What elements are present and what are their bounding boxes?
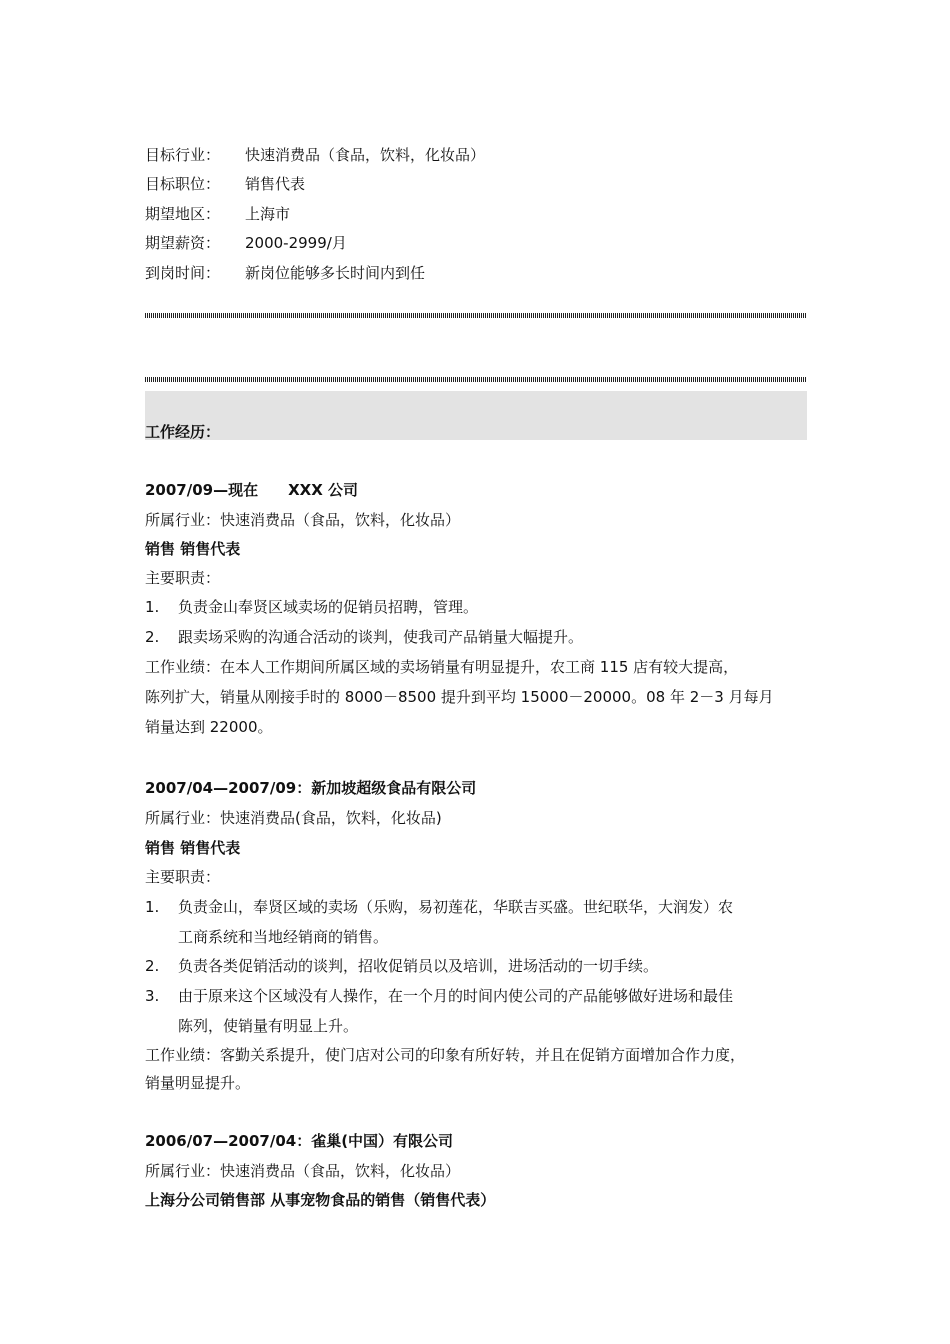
list-number: 1. — [145, 598, 160, 616]
job-industry: 所属行业：快速消费品（食品，饮料，化妆品） — [145, 1162, 461, 1180]
performance-line: 工作业绩：在本人工作期间所属区域的卖场销量有明显提升，农工商 115 店有较大提高， — [145, 658, 739, 676]
duty-item: 由于原来这个区域没有人操作，在一个月的时间内使公司的产品能够做好进场和最佳 — [178, 987, 734, 1005]
duties-label: 主要职责： — [145, 569, 221, 587]
job-industry: 所属行业：快速消费品（食品，饮料，化妆品） — [145, 511, 461, 529]
performance-line: 工作业绩：客勤关系提升，使门店对公司的印象有所好转，并且在促销方面增加合作力度， — [145, 1046, 746, 1064]
duty-item: 负责金山奉贤区域卖场的促销员招聘，管理。 — [178, 598, 479, 616]
list-number: 3. — [145, 987, 160, 1005]
section-title: 工作经历： — [145, 423, 221, 441]
duty-item-continued: 陈列，使销量有明显上升。 — [178, 1017, 359, 1035]
duty-item: 负责金山，奉贤区域的卖场（乐购，易初莲花，华联吉买盛。世纪联华，大润发）农 — [178, 898, 734, 916]
performance-line: 陈列扩大，销量从刚接手时的 8000－8500 提升到平均 15000－20000。08 年 2－3 月每月 — [145, 688, 774, 706]
profile-value: 销售代表 — [245, 175, 306, 193]
profile-value: 2000-2999/月 — [245, 234, 347, 252]
divider-line — [145, 377, 807, 382]
profile-label: 到岗时间： — [145, 264, 221, 282]
list-number: 2. — [145, 957, 160, 975]
performance-line: 销量明显提升。 — [145, 1074, 251, 1092]
section-header-band — [145, 391, 807, 440]
job-position: 销售 销售代表 — [145, 839, 241, 857]
job-header: 2007/09—现在 XXX 公司 — [145, 481, 359, 499]
duty-item: 跟卖场采购的沟通合活动的谈判，使我司产品销量大幅提升。 — [178, 628, 584, 646]
profile-label: 期望地区： — [145, 205, 221, 223]
divider-line — [145, 313, 807, 318]
profile-value: 快速消费品（食品，饮料，化妆品） — [245, 146, 486, 164]
duty-item-continued: 工商系统和当地经销商的销售。 — [178, 928, 389, 946]
profile-label: 期望薪资： — [145, 234, 221, 252]
performance-line: 销量达到 22000。 — [145, 718, 273, 736]
job-position: 销售 销售代表 — [145, 540, 241, 558]
list-number: 2. — [145, 628, 160, 646]
profile-label: 目标行业： — [145, 146, 221, 164]
job-header: 2007/04—2007/09：新加坡超级食品有限公司 — [145, 779, 477, 797]
profile-label: 目标职位： — [145, 175, 221, 193]
profile-value: 上海市 — [245, 205, 291, 223]
job-industry: 所属行业：快速消费品(食品，饮料，化妆品) — [145, 809, 442, 827]
list-number: 1. — [145, 898, 160, 916]
duties-label: 主要职责： — [145, 868, 221, 886]
job-position: 上海分公司销售部 从事宠物食品的销售（销售代表） — [145, 1191, 496, 1209]
job-header: 2006/07—2007/04：雀巢(中国）有限公司 — [145, 1132, 454, 1150]
duty-item: 负责各类促销活动的谈判，招收促销员以及培训，进场活动的一切手续。 — [178, 957, 659, 975]
profile-value: 新岗位能够多长时间内到任 — [245, 264, 426, 282]
